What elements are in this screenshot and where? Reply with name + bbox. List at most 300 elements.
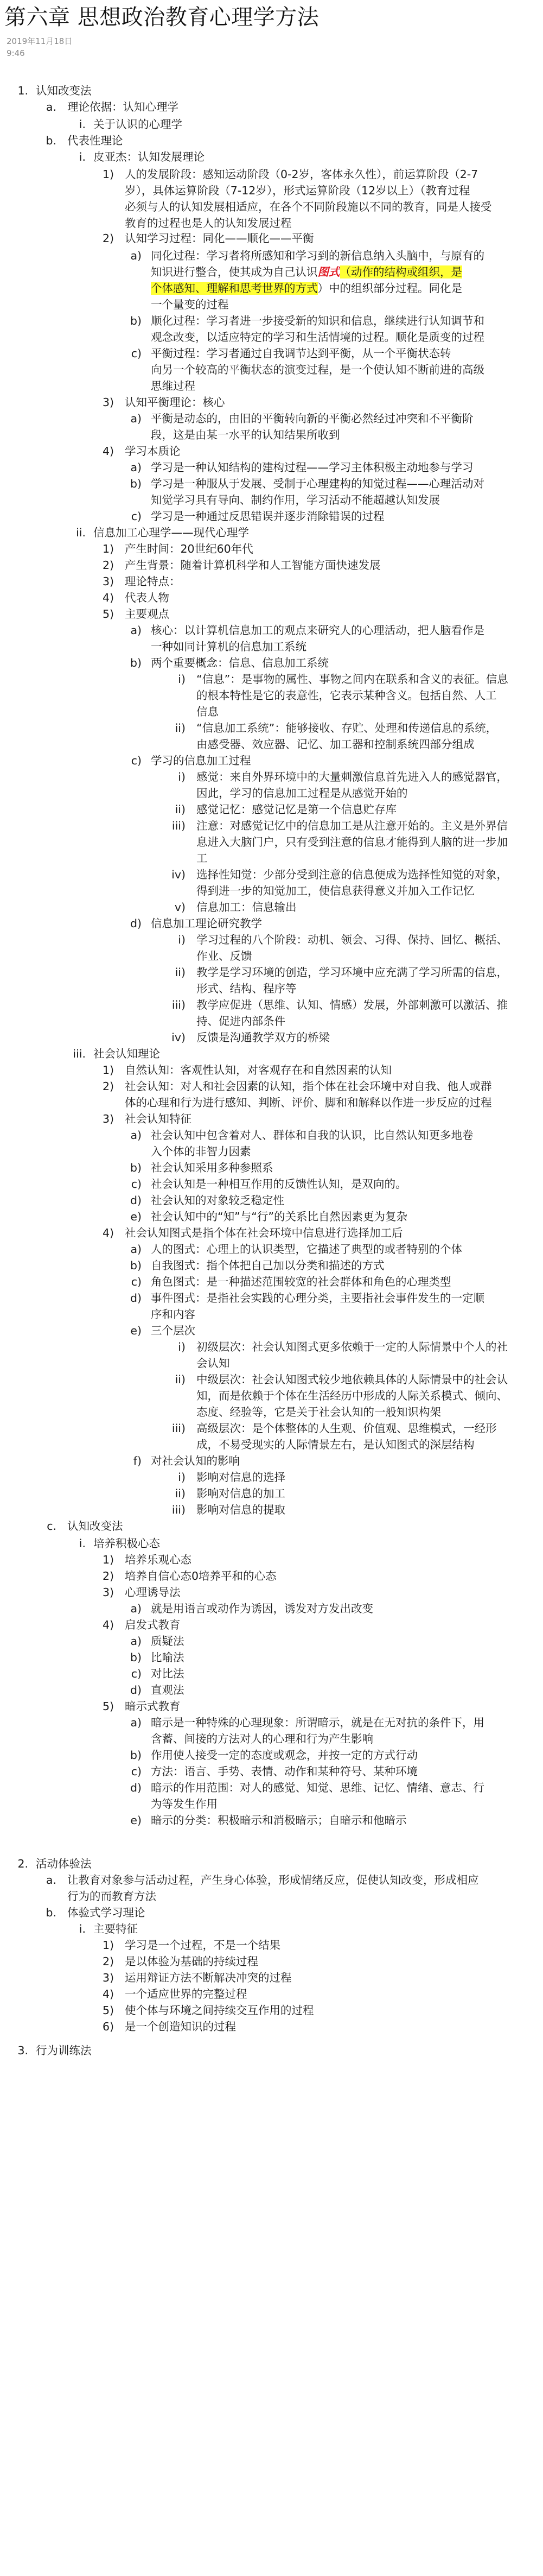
outline-marker: a) xyxy=(130,1716,142,1729)
line-text: 体的心理和行为进行感知、判断、评价、脚和和解释以作进一步反应的过程 xyxy=(125,1096,492,1109)
outline-marker: iv) xyxy=(171,1031,186,1044)
outline-line xyxy=(125,1583,181,1602)
outline-line xyxy=(36,2041,92,2060)
outline-line xyxy=(151,377,195,395)
line-text: 学习是一种认知结构的建构过程——学习主体积极主动地参与学习 xyxy=(151,461,474,474)
outline-marker: a) xyxy=(130,1635,142,1648)
line-text: 产生时间：20世纪60年代 xyxy=(125,542,253,555)
line-text: 社会认知理论 xyxy=(93,1047,160,1060)
line-text: 教学是学习环境的创造，学习环境中应充满了学习所需的信息， xyxy=(196,966,508,979)
outline-marker: 4) xyxy=(102,1226,114,1239)
outline-marker: a) xyxy=(130,461,142,474)
outline-line xyxy=(125,1077,492,1096)
line-text: 培养乐观心态 xyxy=(125,1553,191,1566)
outline-line xyxy=(151,1648,184,1667)
outline-line xyxy=(151,1191,284,1210)
line-text: 比喻法 xyxy=(151,1651,184,1664)
line-text: 的根本特性是它的表意性，它表示某种含义。包括自然、人工 xyxy=(196,689,497,702)
outline-line xyxy=(196,735,475,754)
line-text: 理论依据：认知心理学 xyxy=(67,100,178,113)
line-text: 思维过程 xyxy=(151,379,195,393)
outline-line xyxy=(151,507,385,526)
outline-marker: a) xyxy=(130,249,142,262)
outline-line xyxy=(196,1387,508,1405)
line-text: 行为训练法 xyxy=(36,2044,92,2057)
line-text: 暗示是一种特殊的心理现象：所谓暗示，就是在无对抗的条件下，用 xyxy=(151,1716,484,1729)
outline-line xyxy=(151,1730,373,1748)
outline-marker: 2) xyxy=(102,1955,114,1968)
outline-marker: iv) xyxy=(171,868,186,881)
line-text: 息进入大脑门户，只有受到注意的信息才能得到人脑的进一步加 xyxy=(196,836,508,849)
outline-marker: a) xyxy=(130,1129,142,1142)
line-text: 自然认知：客观性认知，对客观存在和自然因素的认知 xyxy=(125,1064,392,1077)
outline-line xyxy=(151,344,451,363)
line-text: 一个适应世界的完整过程 xyxy=(125,1988,247,2001)
outline-line xyxy=(196,947,252,965)
line-text: “信息”：是事物的属性、事物之间内在联系和含义的表征。信息 xyxy=(196,673,508,686)
outline-marker: 1) xyxy=(102,168,114,181)
line-text: 成，不易受现实的人际情景左右，是认知图式的深层结构 xyxy=(196,1438,475,1451)
line-text: 质疑法 xyxy=(151,1635,184,1648)
outline-marker: ii) xyxy=(175,1487,186,1500)
outline-line xyxy=(125,1985,247,2003)
outline-line xyxy=(196,979,297,998)
outline-line xyxy=(125,588,169,607)
outline-line xyxy=(151,1321,195,1340)
line-text: 影响对信息的提取 xyxy=(196,1503,285,1516)
outline-line xyxy=(151,1795,218,1813)
line-text: 对比法 xyxy=(151,1667,184,1680)
line-text: 个体感知、理解和思考世界的方式 xyxy=(151,282,318,295)
outline-marker: ii) xyxy=(175,721,186,735)
line-text: 信息加工：信息输出 xyxy=(196,901,297,914)
line-text: 作业、反馈 xyxy=(196,950,252,963)
outline-line xyxy=(125,165,478,183)
outline-marker: 3) xyxy=(102,1971,114,1984)
outline-marker: b. xyxy=(46,1906,56,1919)
line-text: 代表人物 xyxy=(125,591,169,604)
outline-marker: b) xyxy=(130,1749,142,1762)
line-text: 社会认知的对象较乏稳定性 xyxy=(151,1194,284,1207)
outline-marker: 1) xyxy=(102,1553,114,1566)
outline-line xyxy=(151,1142,251,1161)
line-text: 社会认知采用多种参照系 xyxy=(151,1161,273,1174)
outline-marker: e) xyxy=(130,1814,142,1827)
line-text: 初级层次：社会认知图式更多依赖于一定的人际情景中个人的社 xyxy=(196,1340,508,1353)
outline-line xyxy=(151,751,251,770)
outline-marker: 3) xyxy=(102,396,114,409)
line-text: ）中的组织部分过程。同化是 xyxy=(317,282,462,295)
outline-line xyxy=(151,1713,484,1732)
outline-line xyxy=(125,1969,292,1987)
outline-line xyxy=(196,817,508,835)
line-text: 自我图式：指个体把自己加以分类和描述的方式 xyxy=(151,1259,385,1272)
outline-line xyxy=(196,833,508,851)
line-text: 教学应促进（思维、认知、情感）发展，外部刺激可以激活、推 xyxy=(196,998,508,1011)
outline-marker: a) xyxy=(130,1602,142,1615)
outline-line xyxy=(196,1354,230,1372)
outline-line xyxy=(36,81,92,100)
outline-marker: c) xyxy=(131,1667,142,1680)
outline-line xyxy=(125,442,181,460)
outline-marker: b) xyxy=(130,477,142,490)
line-text: 得到进一步的知觉加工，使信息获得意义并加入工作记忆 xyxy=(196,884,475,897)
outline-line xyxy=(196,1028,330,1047)
line-text: 学习是一种通过反思错误并逐步消除错误的过程 xyxy=(151,510,385,523)
outline-line xyxy=(151,1240,462,1258)
outline-line xyxy=(125,1224,403,1242)
outline-line xyxy=(196,768,508,786)
outline-line xyxy=(151,279,462,298)
line-text: 信息加工理论研究教学 xyxy=(151,917,262,930)
line-text: 直观法 xyxy=(151,1683,184,1697)
outline-marker: b) xyxy=(130,1651,142,1664)
outline-line xyxy=(151,1681,184,1699)
outline-marker: b. xyxy=(46,134,56,147)
outline-line xyxy=(151,491,440,509)
line-text: 关于认识的心理学 xyxy=(93,118,182,131)
line-text: 影响对信息的加工 xyxy=(196,1487,285,1500)
outline-marker: ii) xyxy=(175,966,186,979)
line-text: 社会认知：对人和社会因素的认知，指个体在社会环境中对自我、他人或群 xyxy=(125,1080,492,1093)
line-text: 由感受器、效应器、记忆、加工器和控制系统四部分组成 xyxy=(196,738,475,751)
outline-line xyxy=(125,572,181,591)
line-text: 暗示的作用范围：对人的感觉、知觉、思维、记忆、情绪、意志、行 xyxy=(151,1781,484,1794)
outline-line xyxy=(151,312,484,330)
line-text: 高级层次：是个体整体的人生观、价值观、思维模式，一经形 xyxy=(196,1422,497,1435)
outline-line xyxy=(196,1338,508,1356)
outline-marker: i. xyxy=(79,150,86,163)
outline-marker: a) xyxy=(130,412,142,425)
outline-marker: 5) xyxy=(102,607,114,621)
outline-marker: 1) xyxy=(102,1064,114,1077)
outline-line xyxy=(125,393,225,412)
outline-line xyxy=(196,1501,285,1519)
outline-line xyxy=(67,1887,156,1906)
outline-line xyxy=(151,1175,407,1193)
outline-marker: iii) xyxy=(171,1503,186,1516)
outline-marker: 5) xyxy=(102,2004,114,2017)
line-text: 社会认知是一种相互作用的反馈性认知，是双向的。 xyxy=(151,1178,407,1191)
outline-marker: v) xyxy=(174,901,186,914)
outline-line xyxy=(151,1778,484,1797)
outline-line xyxy=(125,1952,258,1971)
outline-marker: 2) xyxy=(102,559,114,572)
line-text: 社会认知图式是指个体在社会环境中信息进行选择加工后 xyxy=(125,1226,403,1239)
outline-line xyxy=(67,1517,123,1535)
outline-line xyxy=(125,540,253,558)
outline-line xyxy=(151,1746,418,1764)
line-text: 使个体与环境之间持续交互作用的过程 xyxy=(125,2004,314,2017)
outline-marker: i) xyxy=(178,770,186,783)
outline-marker: iii) xyxy=(171,1422,186,1435)
line-text: 必须与人的认知发展相适应，在各个不同阶段施以不同的教育，同是人接受 xyxy=(125,200,492,213)
line-text: 方法：语言、手势、表情、动作和某种符号、某种环境 xyxy=(151,1765,418,1778)
line-text: 认知学习过程：同化——顺化——平衡 xyxy=(125,232,314,245)
outline-line xyxy=(125,1550,191,1569)
line-text: 培养自信心态0培养平和的心态 xyxy=(125,1569,277,1583)
outline-line xyxy=(151,637,306,656)
outline-marker: 3. xyxy=(17,2044,28,2057)
line-text: 人的图式：心理上的认识类型，它描述了典型的或者特别的个体 xyxy=(151,1243,462,1256)
line-text: 理论特点： xyxy=(125,575,181,588)
line-text: 信息加工心理学——现代心理学 xyxy=(93,526,249,539)
outline-line xyxy=(151,1305,195,1324)
outline-marker: ii) xyxy=(175,1373,186,1386)
line-text: 主要特征 xyxy=(93,1922,138,1935)
outline-line xyxy=(196,1419,497,1438)
outline-line xyxy=(151,458,474,477)
outline-marker: i. xyxy=(79,1922,86,1935)
line-text: 注意：对感觉记忆中的信息加工是从注意开始的。主义是外界信 xyxy=(196,819,508,832)
outline-marker: b) xyxy=(130,656,142,669)
outline-line xyxy=(196,963,508,982)
outline-line xyxy=(196,865,508,884)
outline-line xyxy=(196,670,508,688)
outline-line xyxy=(151,1811,407,1830)
outline-marker: a) xyxy=(130,624,142,637)
outline-marker: 2) xyxy=(102,232,114,245)
line-text: 段，这是由某一水平的认知结果所收到 xyxy=(151,428,340,441)
outline-marker: 3) xyxy=(102,575,114,588)
note-time: 9:46 xyxy=(7,48,25,58)
line-text: 一种如同计算机的信息加工系统 xyxy=(151,640,306,653)
outline-marker: d) xyxy=(130,1292,142,1305)
outline-line xyxy=(151,1159,273,1177)
outline-marker: iii. xyxy=(73,1047,86,1060)
outline-marker: b) xyxy=(130,1259,142,1272)
outline-marker: ii) xyxy=(175,803,186,816)
outline-line xyxy=(151,1256,385,1275)
page-title: 第六章 思想政治教育心理学方法 xyxy=(4,5,320,30)
line-text: 对社会认知的影响 xyxy=(151,1454,240,1467)
line-text: 是以体验为基础的持续过程 xyxy=(125,1955,258,1968)
outline-marker: i) xyxy=(178,1471,186,1484)
outline-line xyxy=(93,523,249,542)
outline-line xyxy=(151,914,262,933)
outline-marker: 5) xyxy=(102,1700,114,1713)
highlighted-text: （动作的结构或组织，是 xyxy=(340,265,462,279)
outline-marker: f) xyxy=(133,1454,142,1467)
outline-marker: d) xyxy=(130,1194,142,1207)
outline-line xyxy=(151,246,484,265)
line-text: 序和内容 xyxy=(151,1308,195,1321)
outline-line xyxy=(196,800,397,819)
outline-marker: d) xyxy=(130,1683,142,1697)
outline-marker: c) xyxy=(131,1765,142,1778)
outline-marker: 2) xyxy=(102,1080,114,1093)
outline-line xyxy=(151,621,484,640)
line-text: 感觉：来自外界环境中的大量刺激信息首先进入人的感觉器官， xyxy=(196,770,508,783)
line-text: 影响对信息的选择 xyxy=(196,1471,285,1484)
line-text: 感觉记忆：感觉记忆是第一个信息贮存库 xyxy=(196,803,397,816)
line-text: 知觉学习具有导向、制约作用，学习活动不能超越认知发展 xyxy=(151,493,440,507)
line-text: 中级层次：社会认知图式较少地依赖具体的人际情景中的社会认 xyxy=(196,1373,508,1386)
outline-marker: c) xyxy=(131,754,142,767)
outline-marker: i. xyxy=(79,118,86,131)
line-text: 让教育对象参与活动过程，产生身心体验，形成情绪反应，促使认知改变，形成相应 xyxy=(67,1874,479,1887)
outline-line xyxy=(125,605,169,623)
line-text: 因此，学习的信息加工过程是从感觉开始的 xyxy=(196,787,408,800)
outline-marker: 1. xyxy=(17,84,28,97)
outline-line xyxy=(125,1093,492,1112)
outline-line xyxy=(125,229,314,248)
line-text: 形式、结构、程序等 xyxy=(196,982,297,995)
line-text: 岁），具体运算阶段（7-12岁），形式运算阶段（12岁以上）（教育过程 xyxy=(125,184,470,197)
note-date: 2019年11月18日 xyxy=(7,36,73,46)
outline-line xyxy=(151,426,340,444)
line-text: 社会认知中包含着对人、群体和自我的认识，比自然认知更多地卷 xyxy=(151,1129,474,1142)
line-text: 启发式教育 xyxy=(125,1618,181,1631)
line-text: 体验式学习理论 xyxy=(67,1906,145,1919)
outline-line xyxy=(93,115,182,134)
outline-marker: ii. xyxy=(76,526,86,539)
line-text: 暗示的分类：积极暗示和消极暗示；自暗示和他暗示 xyxy=(151,1814,407,1827)
line-text: “信息加工系统”：能够接收、存贮、处理和传递信息的系统， xyxy=(196,721,497,735)
outline-line xyxy=(151,1126,474,1144)
line-text: 是一个创造知识的过程 xyxy=(125,2020,236,2033)
outline-line xyxy=(125,1061,392,1079)
line-text: 培养积极心态 xyxy=(93,1537,160,1550)
outline-line xyxy=(125,1616,181,1634)
line-text: 一个量变的过程 xyxy=(151,298,229,311)
line-text: 知识进行整合，使其成为自己认识 xyxy=(151,265,318,279)
line-text: 持、促进内部条件 xyxy=(196,1015,285,1028)
line-text: 教育的过程也是人的认知发展过程 xyxy=(125,217,292,230)
outline-line xyxy=(151,1207,407,1226)
outline-line xyxy=(125,556,381,574)
outline-line xyxy=(36,1855,92,1873)
outline-marker: e) xyxy=(130,1324,142,1337)
outline-marker: b) xyxy=(130,314,142,327)
line-text: 同化过程：学习者将所感知和学习到的新信息纳入头脑中，与原有的 xyxy=(151,249,484,262)
outline-marker: c) xyxy=(131,1178,142,1191)
outline-line xyxy=(125,1110,191,1128)
outline-marker: 4) xyxy=(102,591,114,604)
line-text: 含蓄、间接的方法对人的心理和行为产生影响 xyxy=(151,1732,373,1745)
line-text: 暗示式教育 xyxy=(125,1700,181,1713)
outline-marker: i) xyxy=(178,1340,186,1353)
outline-marker: 2) xyxy=(102,1569,114,1583)
outline-line xyxy=(125,181,470,200)
outline-line xyxy=(93,1920,138,1938)
outline-line xyxy=(196,1484,285,1503)
outline-marker: i) xyxy=(178,673,186,686)
line-text: 三个层次 xyxy=(151,1324,195,1337)
line-text: 代表性理论 xyxy=(67,134,123,147)
outline-marker: e) xyxy=(130,1210,142,1223)
line-text: 认知改变法 xyxy=(36,84,92,97)
line-text: 作用使人接受一定的态度或观念，并按一定的方式行动 xyxy=(151,1749,418,1762)
outline-marker: 6) xyxy=(102,2020,114,2033)
line-text: 核心：以计算机信息加工的观点来研究人的心理活动，把人脑看作是 xyxy=(151,624,484,637)
line-text: 为等发生作用 xyxy=(151,1797,218,1811)
outline-line xyxy=(151,1599,373,1618)
outline-line xyxy=(196,931,508,949)
outline-marker: 4) xyxy=(102,445,114,458)
line-text: 反馈是沟通教学双方的桥梁 xyxy=(196,1031,330,1044)
line-text: 观念改变，以适应特定的学习和生活情境的过程。顺化是质变的过程 xyxy=(151,331,484,344)
outline-line xyxy=(67,1871,479,1889)
line-text: 学习是一种服从于发展、受制于心理建构的知觉过程——心理活动对 xyxy=(151,477,484,490)
outline-marker: i. xyxy=(79,1537,86,1550)
line-text: 平衡过程：学习者通过自我调节达到平衡，从一个平衡状态转 xyxy=(151,347,451,360)
keyword-emphasis: 图式 xyxy=(317,265,340,279)
outline-marker: iii) xyxy=(171,998,186,1011)
line-text: 心理诱导法 xyxy=(125,1586,181,1599)
outline-line xyxy=(151,1762,418,1781)
outline-marker: a. xyxy=(46,100,56,113)
outline-marker: 1) xyxy=(102,542,114,555)
outline-line xyxy=(196,1468,285,1486)
line-text: 平衡是动态的，由旧的平衡转向新的平衡必然经过冲突和不平衡阶 xyxy=(151,412,474,425)
outline-line xyxy=(196,784,408,802)
line-text: 两个重要概念：信息、信息加工系统 xyxy=(151,656,329,669)
line-text: 社会认知特征 xyxy=(125,1112,191,1125)
outline-line xyxy=(93,1045,160,1063)
line-text: 角色图式：是一种描述范围较宽的社会群体和角色的心理类型 xyxy=(151,1275,451,1288)
outline-line xyxy=(196,686,497,705)
outline-marker: 3) xyxy=(102,1586,114,1599)
outline-marker: 1) xyxy=(102,1939,114,1952)
line-text: 会认知 xyxy=(196,1357,230,1370)
line-text: 学习的信息加工过程 xyxy=(151,754,251,767)
outline-line xyxy=(196,719,497,737)
outline-marker: b) xyxy=(130,1161,142,1174)
outline-line xyxy=(196,1370,508,1389)
outline-line xyxy=(67,1903,145,1922)
line-text: 活动体验法 xyxy=(36,1857,92,1870)
outline-line xyxy=(196,1403,441,1421)
line-text: 知，而是依赖于个体在生活经历中形成的人际关系模式、倾向、 xyxy=(196,1389,508,1402)
outline-line xyxy=(151,1664,184,1683)
outline-line xyxy=(151,474,484,493)
outline-marker: d) xyxy=(130,1781,142,1794)
line-text: 主要观点 xyxy=(125,607,169,621)
outline-marker: c) xyxy=(131,510,142,523)
outline-marker: c) xyxy=(131,347,142,360)
outline-line xyxy=(125,1567,277,1585)
outline-line xyxy=(151,1452,240,1470)
line-text: 就是用语言或动作为诱因，诱发对方发出改变 xyxy=(151,1602,373,1615)
outline-line xyxy=(125,2017,236,2036)
outline-line xyxy=(125,198,492,216)
outline-line xyxy=(151,263,462,281)
outline-marker: i) xyxy=(178,933,186,946)
outline-line xyxy=(196,1012,285,1030)
outline-line xyxy=(93,1534,160,1553)
outline-line xyxy=(196,1435,475,1454)
outline-marker: 4) xyxy=(102,1618,114,1631)
outline-marker: a. xyxy=(46,1874,56,1887)
outline-marker: 3) xyxy=(102,1112,114,1125)
outline-line xyxy=(151,1273,451,1291)
line-text: 态度、经验等，它是关于社会认知的一般知识构架 xyxy=(196,1406,441,1419)
outline-line xyxy=(125,2001,314,2020)
outline-line xyxy=(151,1632,184,1650)
line-text: 向另一个较高的平衡状态的演变过程，是一个使认知不断前进的高级 xyxy=(151,363,484,376)
line-text: 运用辩证方法不断解决冲突的过程 xyxy=(125,1971,292,1984)
outline-line xyxy=(67,98,178,116)
line-text: 人的发展阶段：感知运动阶段（0-2岁，客体永久性），前运算阶段（2-7 xyxy=(125,168,478,181)
line-text: 事件图式：是指社会实践的心理分类，主要指社会事件发生的一定顺 xyxy=(151,1292,484,1305)
outline-line xyxy=(93,148,205,166)
outline-line xyxy=(125,1936,280,1954)
outline-marker: c) xyxy=(131,1275,142,1288)
outline-marker: c. xyxy=(47,1520,56,1533)
outline-line xyxy=(67,131,123,150)
line-text: 学习是一个过程，不是一个结果 xyxy=(125,1939,280,1952)
